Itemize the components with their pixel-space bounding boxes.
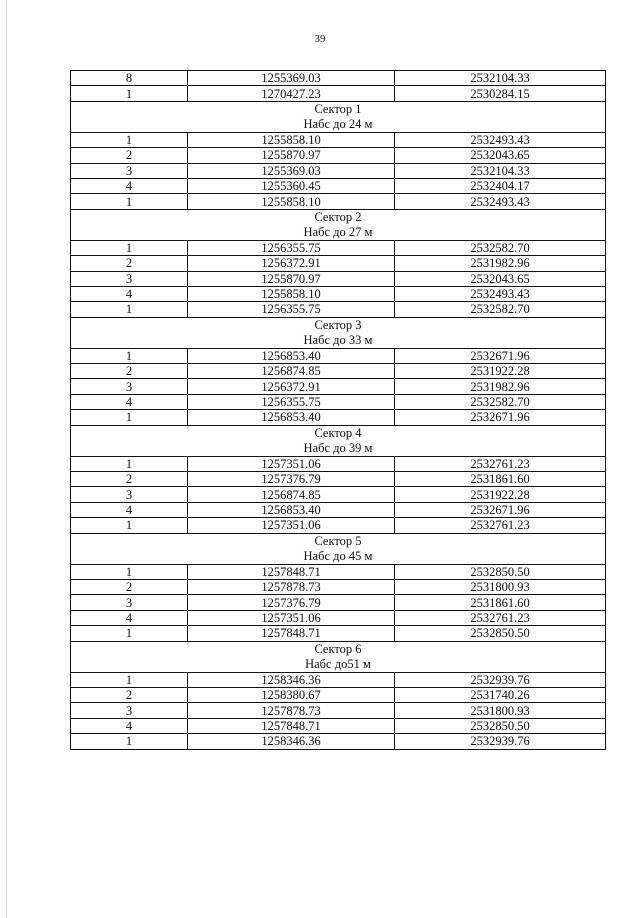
y-coordinate-cell: 2532043.65 [395, 148, 606, 163]
page-number: 39 [314, 33, 326, 45]
x-coordinate-cell: 1257351.06 [188, 610, 395, 625]
y-coordinate-cell: 2531922.28 [395, 364, 606, 379]
point-row [71, 502, 606, 517]
point-number-cell: 3 [71, 379, 188, 394]
point-number-cell: 4 [71, 502, 188, 517]
x-coordinate-cell: 1257351.06 [188, 456, 395, 471]
sector-header-cell [71, 101, 606, 132]
y-coordinate-cell: 2532104.33 [395, 71, 606, 86]
x-coordinate-cell: 1257878.73 [188, 579, 395, 594]
sector-header-row [71, 533, 606, 564]
y-coordinate-cell: 2530284.15 [395, 86, 606, 101]
point-row [71, 734, 606, 749]
x-coordinate-cell: 1257376.79 [188, 472, 395, 487]
x-coordinate-cell: 1256874.85 [188, 364, 395, 379]
x-coordinate-cell: 1257848.71 [188, 718, 395, 733]
y-coordinate-cell: 2532761.23 [395, 610, 606, 625]
y-coordinate-cell: 2532582.70 [395, 394, 606, 409]
point-number-cell: 8 [71, 71, 188, 86]
sector-header-cell [71, 641, 606, 672]
y-coordinate-cell: 2532850.50 [395, 564, 606, 579]
point-number-cell: 1 [71, 518, 188, 533]
x-coordinate-cell: 1257848.71 [188, 564, 395, 579]
y-coordinate-cell: 2532850.50 [395, 626, 606, 641]
point-number-cell: 1 [71, 194, 188, 209]
point-number-cell: 2 [71, 256, 188, 271]
point-row [71, 595, 606, 610]
point-row [71, 518, 606, 533]
sector-header-cell [71, 209, 606, 240]
sector-title: Сектор 5 [314, 533, 362, 548]
coordinates-table [70, 70, 606, 750]
x-coordinate-cell: 1256853.40 [188, 410, 395, 425]
point-row [71, 348, 606, 363]
point-row [71, 148, 606, 163]
x-coordinate-cell: 1255858.10 [188, 132, 395, 147]
point-number-cell: 4 [71, 286, 188, 301]
x-coordinate-cell: 1255858.10 [188, 194, 395, 209]
y-coordinate-cell: 2532104.33 [395, 163, 606, 178]
sector-height-limit: Набс до 39 м [303, 440, 373, 455]
point-number-cell: 3 [71, 271, 188, 286]
x-coordinate-cell: 1256355.75 [188, 302, 395, 317]
point-number-cell: 4 [71, 178, 188, 193]
x-coordinate-cell: 1255360.45 [188, 178, 395, 193]
sector-title: Сектор 6 [314, 641, 362, 656]
point-number-cell: 1 [71, 348, 188, 363]
point-row [71, 379, 606, 394]
y-coordinate-cell: 2532761.23 [395, 518, 606, 533]
sector-title: Сектор 3 [314, 317, 362, 332]
x-coordinate-cell: 1256874.85 [188, 487, 395, 502]
sector-title: Сектор 1 [314, 101, 362, 116]
point-number-cell: 2 [71, 148, 188, 163]
sector-height-limit: Набс до 33 м [303, 332, 373, 347]
point-number-cell: 1 [71, 672, 188, 687]
point-number-cell: 1 [71, 240, 188, 255]
sector-header-cell [71, 425, 606, 456]
point-row [71, 564, 606, 579]
x-coordinate-cell: 1255369.03 [188, 163, 395, 178]
x-coordinate-cell: 1256853.40 [188, 348, 395, 363]
point-row [71, 240, 606, 255]
point-number-cell: 1 [71, 410, 188, 425]
y-coordinate-cell: 2532493.43 [395, 132, 606, 147]
sector-header-row [71, 317, 606, 348]
point-number-cell: 3 [71, 595, 188, 610]
point-number-cell: 3 [71, 703, 188, 718]
point-row [71, 71, 606, 86]
y-coordinate-cell: 2532671.96 [395, 410, 606, 425]
x-coordinate-cell: 1255870.97 [188, 148, 395, 163]
coordinates-table-body [71, 71, 606, 750]
point-row [71, 703, 606, 718]
sector-header-row [71, 101, 606, 132]
y-coordinate-cell: 2531740.26 [395, 687, 606, 702]
point-row [71, 178, 606, 193]
x-coordinate-cell: 1256372.91 [188, 256, 395, 271]
sector-title: Сектор 4 [314, 425, 362, 440]
point-number-cell: 1 [71, 626, 188, 641]
point-number-cell: 3 [71, 487, 188, 502]
point-number-cell: 1 [71, 456, 188, 471]
point-row [71, 718, 606, 733]
point-number-cell: 4 [71, 718, 188, 733]
y-coordinate-cell: 2532850.50 [395, 718, 606, 733]
y-coordinate-cell: 2532404.17 [395, 178, 606, 193]
point-row [71, 410, 606, 425]
point-number-cell: 2 [71, 472, 188, 487]
point-number-cell: 4 [71, 610, 188, 625]
point-row [71, 132, 606, 147]
point-row [71, 610, 606, 625]
point-row [71, 579, 606, 594]
point-number-cell: 3 [71, 163, 188, 178]
y-coordinate-cell: 2532493.43 [395, 286, 606, 301]
sector-header-row [71, 641, 606, 672]
y-coordinate-cell: 2531861.60 [395, 595, 606, 610]
y-coordinate-cell: 2532671.96 [395, 502, 606, 517]
point-number-cell: 4 [71, 394, 188, 409]
y-coordinate-cell: 2532493.43 [395, 194, 606, 209]
point-number-cell: 1 [71, 86, 188, 101]
sector-header-row [71, 425, 606, 456]
x-coordinate-cell: 1255870.97 [188, 271, 395, 286]
y-coordinate-cell: 2531800.93 [395, 579, 606, 594]
sector-header-cell [71, 317, 606, 348]
x-coordinate-cell: 1270427.23 [188, 86, 395, 101]
sector-height-limit: Набс до 24 м [303, 116, 373, 131]
y-coordinate-cell: 2532582.70 [395, 302, 606, 317]
point-row [71, 487, 606, 502]
point-row [71, 672, 606, 687]
x-coordinate-cell: 1257351.06 [188, 518, 395, 533]
y-coordinate-cell: 2531982.96 [395, 256, 606, 271]
point-row [71, 86, 606, 101]
x-coordinate-cell: 1256372.91 [188, 379, 395, 394]
y-coordinate-cell: 2532582.70 [395, 240, 606, 255]
point-row [71, 687, 606, 702]
point-row [71, 163, 606, 178]
sector-height-limit: Набс до51 м [305, 656, 371, 671]
sector-height-limit: Набс до 27 м [303, 224, 373, 239]
y-coordinate-cell: 2531922.28 [395, 487, 606, 502]
x-coordinate-cell: 1257848.71 [188, 626, 395, 641]
point-number-cell: 1 [71, 564, 188, 579]
y-coordinate-cell: 2532939.76 [395, 734, 606, 749]
x-coordinate-cell: 1256355.75 [188, 240, 395, 255]
point-number-cell: 2 [71, 364, 188, 379]
point-row [71, 194, 606, 209]
y-coordinate-cell: 2532043.65 [395, 271, 606, 286]
x-coordinate-cell: 1258346.36 [188, 734, 395, 749]
point-row [71, 271, 606, 286]
x-coordinate-cell: 1256355.75 [188, 394, 395, 409]
x-coordinate-cell: 1257376.79 [188, 595, 395, 610]
y-coordinate-cell: 2532671.96 [395, 348, 606, 363]
y-coordinate-cell: 2531861.60 [395, 472, 606, 487]
point-row [71, 286, 606, 301]
x-coordinate-cell: 1255858.10 [188, 286, 395, 301]
point-number-cell: 2 [71, 687, 188, 702]
x-coordinate-cell: 1258380.67 [188, 687, 395, 702]
point-row [71, 256, 606, 271]
point-number-cell: 2 [71, 579, 188, 594]
point-number-cell: 1 [71, 132, 188, 147]
point-row [71, 302, 606, 317]
y-coordinate-cell: 2531800.93 [395, 703, 606, 718]
y-coordinate-cell: 2531982.96 [395, 379, 606, 394]
point-row [71, 472, 606, 487]
x-coordinate-cell: 1256853.40 [188, 502, 395, 517]
sector-title: Сектор 2 [314, 209, 362, 224]
scan-edge-line [6, 0, 7, 918]
x-coordinate-cell: 1255369.03 [188, 71, 395, 86]
point-row [71, 626, 606, 641]
point-row [71, 364, 606, 379]
sector-header-row [71, 209, 606, 240]
sector-height-limit: Набс до 45 м [303, 548, 373, 563]
y-coordinate-cell: 2532761.23 [395, 456, 606, 471]
point-row [71, 456, 606, 471]
x-coordinate-cell: 1258346.36 [188, 672, 395, 687]
point-number-cell: 1 [71, 734, 188, 749]
point-number-cell: 1 [71, 302, 188, 317]
sector-header-cell [71, 533, 606, 564]
x-coordinate-cell: 1257878.73 [188, 703, 395, 718]
y-coordinate-cell: 2532939.76 [395, 672, 606, 687]
point-row [71, 394, 606, 409]
